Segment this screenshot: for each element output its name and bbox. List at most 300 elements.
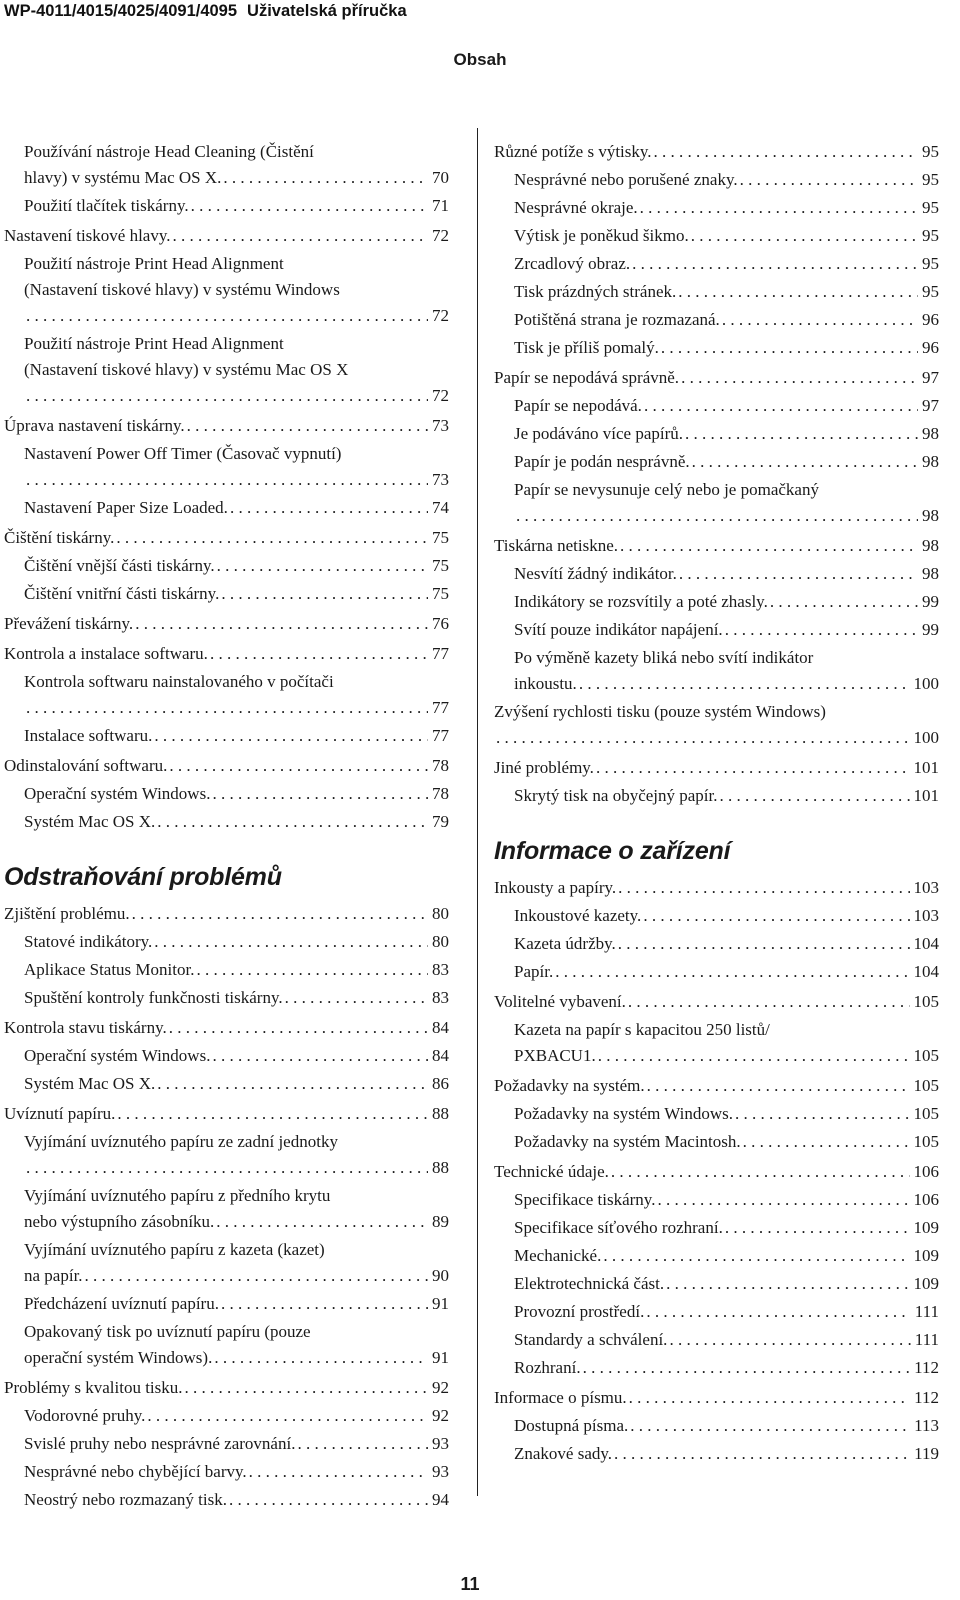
toc-entry-title: Čištění tiskárny. [4, 528, 115, 547]
toc-page-number: 95 [922, 282, 939, 301]
toc-entry[interactable] [494, 1129, 939, 1155]
toc-entry[interactable] [494, 421, 939, 447]
toc-entry-title: Úprava nastavení tiskárny. [4, 416, 185, 435]
toc-entry[interactable] [494, 167, 939, 193]
toc-page-number: 112 [914, 1358, 939, 1377]
toc-entry[interactable] [494, 617, 939, 643]
toc-entry-line: Kazeta na papír s kapacitou 250 listů/ [514, 1020, 770, 1039]
section-heading: Informace o zařízení [494, 837, 731, 865]
header-title: Uživatelská příručka [247, 2, 407, 20]
toc-page-number: 98 [922, 506, 939, 525]
toc-entry[interactable] [4, 753, 449, 779]
toc-page-number: 98 [922, 424, 939, 443]
toc-page-number: 96 [922, 338, 939, 357]
toc-entry[interactable] [494, 1385, 939, 1411]
toc-entry-title: Nastavení tiskové hlavy. [4, 226, 171, 245]
toc-page-number: 72 [432, 386, 449, 405]
toc-leader-dots [152, 929, 428, 955]
toc-page-number: 98 [922, 452, 939, 471]
toc-leader-dots [189, 193, 428, 219]
toc-leader-dots [295, 1431, 428, 1457]
toc-leader-dots [677, 561, 918, 587]
toc-entry-title: Zrcadlový obraz. [514, 254, 631, 273]
toc-entry-lastline [24, 165, 449, 191]
toc-entry-title: Standardy a schválení. [514, 1330, 668, 1349]
toc-leader-dots [227, 1487, 428, 1513]
toc-entry-line: Vyjímání uvíznutého papíru z kazeta (kazet) [24, 1240, 325, 1259]
toc-entry[interactable] [494, 1299, 939, 1325]
toc-page-number: 88 [432, 1158, 449, 1177]
toc-leader-dots [133, 611, 428, 637]
toc-page-number: 75 [432, 584, 449, 603]
toc-entry-line: (Nastavení tiskové hlavy) v systému Mac OS X [24, 360, 349, 379]
toc-entry-title: Převážení tiskárny. [4, 614, 134, 633]
toc-entry[interactable] [494, 1441, 939, 1467]
toc-leader-dots [130, 901, 428, 927]
toc-leader-dots [733, 1101, 909, 1127]
toc-leader-dots [645, 1073, 910, 1099]
toc-entry-title: Čištění vnější části tiskárny. [24, 556, 215, 575]
toc-page-number: 72 [432, 226, 449, 245]
toc-leader-dots [659, 335, 918, 361]
toc-page-number: 104 [913, 934, 939, 953]
toc-leader-dots [723, 1215, 910, 1241]
page-number: 11 [460, 1574, 480, 1594]
toc-entry[interactable] [4, 251, 449, 329]
toc-entry-title: na papír. [24, 1266, 83, 1285]
toc-entry[interactable] [4, 331, 449, 409]
toc-entry-line: Opakovaný tisk po uvíznutí papíru (pouze [24, 1322, 311, 1341]
toc-entry[interactable] [4, 669, 449, 721]
toc-entry[interactable] [494, 365, 939, 391]
toc-entry[interactable] [494, 279, 939, 305]
toc-leader-dots [210, 781, 428, 807]
toc-entry-lastline [514, 1043, 939, 1069]
toc-entry[interactable] [4, 1237, 449, 1289]
toc-leader-dots [581, 1355, 911, 1381]
toc-entry-title: Zjištění problému. [4, 904, 130, 923]
toc-entry[interactable] [4, 641, 449, 667]
toc-entry[interactable] [4, 957, 449, 983]
toc-entry-title: Informace o písmu. [494, 1388, 627, 1407]
toc-page-number: 80 [432, 904, 449, 923]
toc-entry-title: Nastavení Paper Size Loaded. [24, 498, 228, 517]
toc-entry[interactable] [494, 1271, 939, 1297]
toc-entry-lastline [24, 303, 449, 329]
toc-entry-title: Skrytý tisk na obyčejný papír. [514, 786, 718, 805]
toc-entry-title: Aplikace Status Monitor. [24, 960, 195, 979]
toc-leader-dots [208, 641, 428, 667]
toc-page-number: 105 [913, 992, 939, 1011]
toc-entry[interactable] [4, 193, 449, 219]
toc-page-number: 106 [913, 1162, 939, 1181]
toc-entry-line: Vyjímání uvíznutého papíru z předního krytu [24, 1186, 331, 1205]
toc-entry[interactable] [4, 495, 449, 521]
toc-entry-title: Tisk je příliš pomalý. [514, 338, 659, 357]
toc-entry[interactable] [494, 1073, 939, 1099]
toc-entry-lastline [24, 1345, 449, 1371]
toc-entry-title: Požadavky na systém. [494, 1076, 645, 1095]
toc-entry-title: Znakové sady. [514, 1444, 613, 1463]
toc-leader-dots [738, 167, 918, 193]
toc-leader-dots [283, 985, 428, 1011]
toc-leader-dots [690, 449, 918, 475]
toc-page-number: 95 [922, 170, 939, 189]
toc-page-number: 77 [432, 698, 449, 717]
toc-page-number: 92 [432, 1378, 449, 1397]
toc-page-number: 86 [432, 1074, 449, 1093]
toc-page-number: 84 [432, 1018, 449, 1037]
toc-entry-title: Inkoustové kazety. [514, 906, 642, 925]
toc-entry[interactable] [4, 929, 449, 955]
toc-page-number: 73 [432, 416, 449, 435]
toc-entry-title: Různé potíže s výtisky. [494, 142, 652, 161]
toc-page-number: 72 [432, 306, 449, 325]
toc-entry[interactable] [494, 1101, 939, 1127]
toc-entry[interactable] [4, 525, 449, 551]
toc-entry-line: Používání nástroje Head Cleaning (Čistění [24, 142, 314, 161]
toc-leader-dots [185, 413, 428, 439]
toc-entry[interactable] [494, 195, 939, 221]
toc-leader-dots [167, 1015, 428, 1041]
toc-page-number: 109 [913, 1274, 939, 1293]
toc-page-number: 95 [922, 254, 939, 273]
toc-page-number: 76 [432, 614, 449, 633]
toc-entry-line: Po výměně kazety bliká nebo svítí indikátor [514, 648, 814, 667]
toc-entry[interactable] [4, 581, 449, 607]
toc-leader-dots [24, 303, 428, 329]
toc-entry-title: nebo výstupního zásobníku. [24, 1212, 215, 1231]
toc-leader-dots [155, 809, 428, 835]
toc-entry-lastline [24, 383, 449, 409]
toc-page-number: 77 [432, 726, 449, 745]
toc-leader-dots [630, 251, 918, 277]
toc-entry-title: Svislé pruhy nebo nesprávné zarovnání. [24, 1434, 296, 1453]
toc-entry[interactable] [494, 477, 939, 529]
toc-entry[interactable] [4, 1319, 449, 1371]
toc-leader-dots [214, 1209, 428, 1235]
toc-entry[interactable] [4, 985, 449, 1011]
toc-page-number: 75 [432, 556, 449, 575]
toc-entry[interactable] [4, 1071, 449, 1097]
toc-entry-title: Provozní prostředí. [514, 1302, 645, 1321]
toc-entry[interactable] [4, 1375, 449, 1401]
toc-leader-dots [167, 753, 428, 779]
toc-page-number: 98 [922, 564, 939, 583]
toc-entry[interactable] [4, 611, 449, 637]
header-model: WP-4011/4015/4025/4091/4095 [4, 2, 238, 20]
toc-entry-title: Tisk prázdných stránek. [514, 282, 677, 301]
toc-leader-dots [577, 671, 910, 697]
toc-entry[interactable] [494, 783, 939, 809]
toc-entry[interactable] [494, 959, 939, 985]
toc-entry-title: Operační systém Windows. [24, 784, 211, 803]
toc-entry-title: Operační systém Windows. [24, 1046, 211, 1065]
toc-page-number: 105 [913, 1046, 939, 1065]
toc-leader-dots [194, 957, 428, 983]
toc-leader-dots [115, 1101, 428, 1127]
toc-page-number: 90 [432, 1266, 449, 1285]
toc-page-number: 93 [432, 1434, 449, 1453]
toc-page-number: 98 [922, 536, 939, 555]
toc-right-column [494, 135, 939, 1467]
toc-entry-title: Uvíznutí papíru. [4, 1104, 116, 1123]
toc-leader-dots [655, 1187, 909, 1213]
toc-entry[interactable] [4, 1101, 449, 1127]
toc-page-number: 113 [914, 1416, 939, 1435]
toc-leader-dots [145, 1403, 428, 1429]
toc-entry-title: Papír se nepodává správně. [494, 368, 680, 387]
toc-page-number: 70 [432, 168, 449, 187]
toc-leader-dots [683, 421, 918, 447]
column-divider [477, 128, 478, 1496]
toc-entry[interactable] [494, 875, 939, 901]
toc-leader-dots [152, 723, 428, 749]
toc-leader-dots [596, 1043, 910, 1069]
toc-page-number: 95 [922, 198, 939, 217]
toc-entry-title: Svítí pouze indikátor napájení. [514, 620, 723, 639]
toc-entry[interactable] [494, 1187, 939, 1213]
toc-page-number: 78 [432, 756, 449, 775]
toc-entry[interactable] [494, 307, 939, 333]
toc-entry-title: Systém Mac OS X. [24, 812, 156, 831]
toc-entry-line: Kontrola softwaru nainstalovaného v počítači [24, 672, 334, 691]
toc-entry-title: Technické údaje. [494, 1162, 609, 1181]
toc-leader-dots [723, 617, 918, 643]
toc-entry-line: Zvýšení rychlosti tisku (pouze systém Windows) [494, 702, 826, 721]
toc-entry-title: Elektrotechnická část. [514, 1274, 665, 1293]
toc-entry[interactable] [4, 1183, 449, 1235]
toc-entry[interactable] [494, 1215, 939, 1241]
toc-entry-line: Vyjímání uvíznutého papíru ze zadní jednotky [24, 1132, 338, 1151]
toc-page-number: 89 [432, 1212, 449, 1231]
toc-entry[interactable] [4, 1403, 449, 1429]
toc-entry[interactable] [494, 931, 939, 957]
toc-entry-line: (Nastavení tiskové hlavy) v systému Windows [24, 280, 340, 299]
toc-page-number: 92 [432, 1406, 449, 1425]
toc-leader-dots [24, 1155, 428, 1181]
toc-entry-title: inkoustu. [514, 674, 577, 693]
toc-leader-dots [155, 1071, 428, 1097]
toc-page-number: 99 [922, 620, 939, 639]
toc-leader-dots [114, 525, 428, 551]
toc-leader-dots [626, 989, 910, 1015]
toc-entry-title: Použití tlačítek tiskárny. [24, 196, 189, 215]
toc-leader-dots [641, 903, 909, 929]
toc-leader-dots [24, 695, 428, 721]
toc-leader-dots [664, 1271, 909, 1297]
toc-entry-title: Instalace softwaru. [24, 726, 153, 745]
toc-page-number: 83 [432, 988, 449, 1007]
toc-leader-dots [609, 1159, 910, 1185]
toc-entry-line: Použití nástroje Print Head Alignment [24, 334, 284, 353]
toc-leader-dots [219, 1291, 428, 1317]
toc-page-number: 97 [922, 396, 939, 415]
toc-page-number: 88 [432, 1104, 449, 1123]
toc-entry[interactable] [494, 533, 939, 559]
toc-page-number: 101 [913, 758, 939, 777]
toc-leader-dots [83, 1263, 428, 1289]
toc-entry[interactable] [494, 1243, 939, 1269]
toc-entry[interactable] [494, 223, 939, 249]
toc-leader-dots [720, 307, 918, 333]
toc-page-number: 109 [913, 1246, 939, 1265]
toc-page-number: 91 [432, 1348, 449, 1367]
section-heading: Odstraňování problémů [4, 863, 282, 891]
toc-entry-title: Kontrola a instalace softwaru. [4, 644, 208, 663]
toc-entry-title: Papír je podán nesprávně. [514, 452, 690, 471]
toc-entry[interactable] [4, 1015, 449, 1041]
toc-entry-title: Specifikace síťového rozhraní. [514, 1218, 723, 1237]
toc-entry[interactable] [494, 645, 939, 697]
toc-entry-title: Papír se nepodává. [514, 396, 642, 415]
toc-page-number: 95 [922, 142, 939, 161]
toc-entry[interactable] [494, 1413, 939, 1439]
toc-entry-title: Je podáváno více papírů. [514, 424, 683, 443]
toc-page-number: 80 [432, 932, 449, 951]
toc-entry[interactable] [494, 903, 939, 929]
toc-entry-title: Nesvítí žádný indikátor. [514, 564, 677, 583]
toc-entry-line: Nastavení Power Off Timer (Časovač vypnutí) [24, 444, 342, 463]
toc-entry[interactable] [4, 723, 449, 749]
toc-entry[interactable] [494, 1017, 939, 1069]
toc-leader-dots [616, 875, 909, 901]
toc-leader-dots [628, 1413, 910, 1439]
toc-entry-title: Nesprávné okraje. [514, 198, 638, 217]
toc-page-number: 101 [913, 786, 939, 805]
toc-leader-dots [247, 1459, 428, 1485]
toc-entry-title: Spuštění kontroly funkčnosti tiskárny. [24, 988, 283, 1007]
toc-entry[interactable] [4, 223, 449, 249]
toc-leader-dots [494, 725, 910, 751]
toc-leader-dots [718, 783, 910, 809]
toc-page-number: 119 [914, 1444, 939, 1463]
toc-leader-dots [642, 393, 918, 419]
toc-leader-dots [618, 533, 918, 559]
toc-entry-title: Rozhraní. [514, 1358, 581, 1377]
toc-entry-title: Neostrý nebo rozmazaný tisk. [24, 1490, 227, 1509]
toc-page-number: 71 [432, 196, 449, 215]
toc-entry[interactable] [4, 809, 449, 835]
toc-page-number: 111 [914, 1330, 939, 1349]
toc-entry[interactable] [494, 755, 939, 781]
toc-entry-title: Problémy s kvalitou tisku. [4, 1378, 183, 1397]
toc-page-number: 73 [432, 470, 449, 489]
toc-page-number: 94 [432, 1490, 449, 1509]
toc-entry[interactable] [494, 699, 939, 751]
toc-page-number: 109 [913, 1218, 939, 1237]
toc-entry-lastline [24, 467, 449, 493]
toc-entry[interactable] [494, 335, 939, 361]
toc-leader-dots [553, 959, 909, 985]
toc-entry[interactable] [494, 989, 939, 1015]
page-heading: Obsah [453, 50, 507, 69]
toc-page-number: 77 [432, 644, 449, 663]
toc-page-number: 103 [913, 906, 939, 925]
toc-entry[interactable] [494, 139, 939, 165]
toc-entry[interactable] [494, 393, 939, 419]
toc-entry-lastline [24, 1209, 449, 1235]
toc-entry-title: Nesprávné nebo chybějící barvy. [24, 1462, 247, 1481]
toc-entry[interactable] [4, 553, 449, 579]
toc-page-number: 103 [913, 878, 939, 897]
toc-leader-dots [667, 1327, 910, 1353]
toc-entry-title: Čištění vnitřní části tiskárny. [24, 584, 220, 603]
toc-entry[interactable] [4, 781, 449, 807]
toc-entry[interactable] [4, 901, 449, 927]
running-header [4, 2, 407, 21]
toc-entry[interactable] [4, 1043, 449, 1069]
toc-leader-dots [679, 365, 918, 391]
toc-entry-title: Nesprávné nebo porušené znaky. [514, 170, 738, 189]
toc-entry-title: Tiskárna netiskne. [494, 536, 619, 555]
toc-leader-dots [627, 1385, 910, 1411]
toc-entry[interactable] [4, 1487, 449, 1513]
toc-entry[interactable] [494, 1327, 939, 1353]
toc-entry[interactable] [494, 1355, 939, 1381]
toc-page-number: 95 [922, 226, 939, 245]
toc-entry[interactable] [494, 589, 939, 615]
toc-page-number: 111 [914, 1302, 939, 1321]
toc-entry-title: Požadavky na systém Windows. [514, 1104, 734, 1123]
toc-page-number: 105 [913, 1104, 939, 1123]
toc-entry[interactable] [4, 441, 449, 493]
toc-leader-dots [210, 1043, 428, 1069]
toc-entry-title: Papír. [514, 962, 554, 981]
toc-page-number: 99 [922, 592, 939, 611]
toc-leader-dots [171, 223, 429, 249]
toc-page-number: 100 [913, 728, 939, 747]
toc-page-number: 79 [432, 812, 449, 831]
toc-page-number: 75 [432, 528, 449, 547]
toc-entry-title: Dostupná písma. [514, 1416, 629, 1435]
toc-entry-title: Předcházení uvíznutí papíru. [24, 1294, 219, 1313]
toc-entry[interactable] [494, 561, 939, 587]
toc-leader-dots [183, 1375, 429, 1401]
toc-entry[interactable] [494, 1159, 939, 1185]
toc-entry[interactable] [494, 251, 939, 277]
toc-entry-line: Použití nástroje Print Head Alignment [24, 254, 284, 273]
toc-entry[interactable] [4, 139, 449, 191]
toc-entry-title: Mechanické. [514, 1246, 602, 1265]
toc-entry[interactable] [4, 1431, 449, 1457]
toc-page-number: 100 [913, 674, 939, 693]
toc-entry-lastline [514, 503, 939, 529]
toc-entry[interactable] [4, 1459, 449, 1485]
toc-leader-dots [612, 1441, 910, 1467]
toc-leader-dots [212, 1345, 428, 1371]
toc-entry[interactable] [4, 413, 449, 439]
toc-entry-title: Kontrola stavu tiskárny. [4, 1018, 167, 1037]
toc-page-number: 93 [432, 1462, 449, 1481]
toc-leader-dots [676, 279, 918, 305]
toc-entry-title: Volitelné vybavení. [494, 992, 626, 1011]
toc-page-number: 83 [432, 960, 449, 979]
toc-leader-dots [594, 755, 910, 781]
toc-entry[interactable] [494, 449, 939, 475]
toc-entry-title: hlavy) v systému Mac OS X. [24, 168, 222, 187]
toc-entry-title: Inkousty a papíry. [494, 878, 617, 897]
toc-leader-dots [768, 589, 918, 615]
toc-entry[interactable] [4, 1129, 449, 1181]
toc-leader-dots [616, 931, 910, 957]
toc-entry-title: Potištěná strana je rozmazaná. [514, 310, 720, 329]
toc-page-number: 91 [432, 1294, 449, 1313]
toc-leader-dots [644, 1299, 910, 1325]
toc-entry[interactable] [4, 1291, 449, 1317]
toc-page-number: 84 [432, 1046, 449, 1065]
toc-entry-title: Kazeta údržby. [514, 934, 616, 953]
